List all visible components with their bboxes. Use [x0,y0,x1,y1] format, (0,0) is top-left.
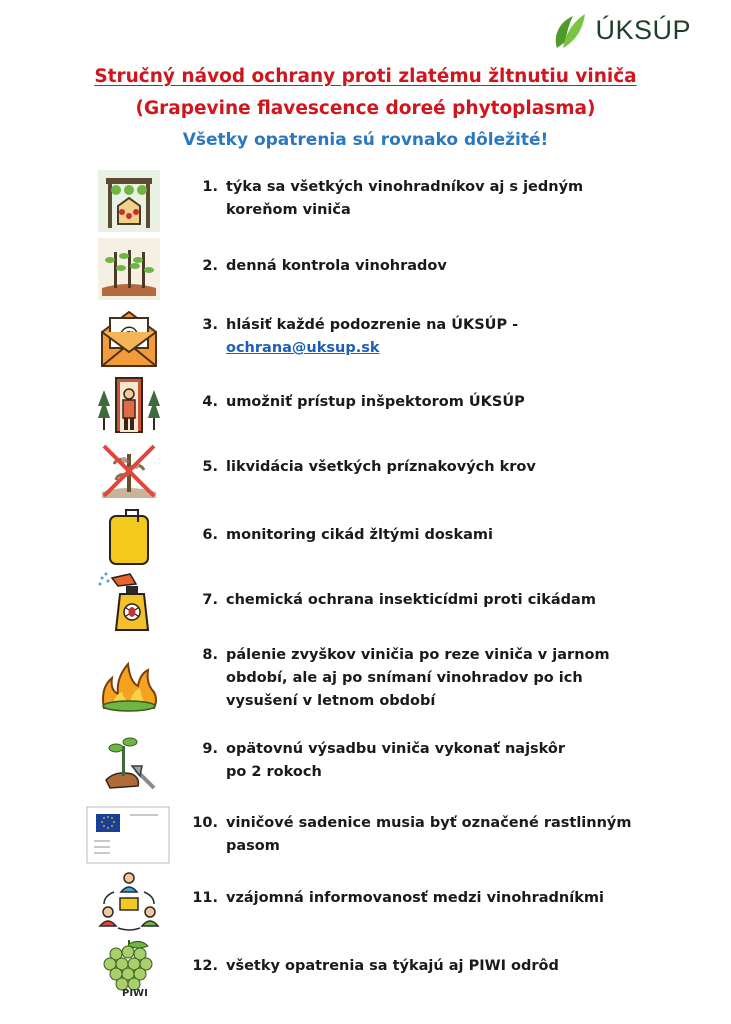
item-number: 6. [202,527,218,543]
item-number: 10. [192,815,218,831]
burning-bush-icon [96,648,162,714]
item-number: 7. [202,592,218,608]
item-text: pálenie zvyškov viničia po reze viniča v jarnom období, ale aj po snímaní vinohradov po ich vysušení v letnom období [226,647,610,709]
uksup-logo [549,8,691,52]
plant-passport-icon [86,806,170,864]
logo-text: ÚKSÚP [595,14,691,45]
email-link[interactable]: ochrana@uksup.sk [226,340,380,356]
item-number: 11. [192,890,218,906]
item-number: 3. [202,317,218,333]
item-text: týka sa všetkých vinohradníkov aj s jedným koreňom viniča [226,179,584,218]
item-number: 1. [202,179,218,195]
piwi-grapes-icon [96,936,162,1002]
item-text: hlásiť každé podozrenie na ÚKSÚP - ochrana@uksup.sk [226,314,646,360]
item-number: 2. [202,258,218,274]
item-text: chemická ochrana insekticídmi proti cikádam [226,592,596,608]
email-envelope-icon [96,306,162,372]
item-text: opätovnú výsadbu viniča vykonať najskôr po 2 rokoch [226,741,566,780]
vineyard-house-icon [96,168,162,234]
insecticide-spray-icon [96,570,162,636]
item-text: viničové sadenice musia byť označené rastlinným pasom [226,815,632,854]
item-text: vzájomná informovanosť medzi vinohradníkmi [226,890,604,906]
item-text: všetky opatrenia sa týkajú aj PIWI odrôd [226,958,559,974]
page-subtitle: Všetky opatrenia sú rovnako dôležité! [182,130,549,150]
yellow-trap-icon [96,506,162,572]
inspector-door-icon [96,372,162,438]
page-title: Stručný návod ochrany proti zlatému žltnutiu viniča [94,66,637,87]
item-text: monitoring cikád žltými doskami [226,527,493,543]
crossed-plant-icon [96,438,162,504]
item-number: 12. [192,958,218,974]
people-communication-icon [96,868,162,934]
piwi-label: PIWI [122,988,148,999]
vine-plants-icon [96,236,162,302]
item-text: denná kontrola vinohradov [226,258,447,274]
item-number: 4. [202,394,218,410]
leaf-logo-icon [549,8,589,52]
seedling-shovel-icon [96,730,162,796]
item-text: likvidácia všetkých príznakových krov [226,459,536,475]
item-number: 8. [202,647,218,663]
item-text: umožniť prístup inšpektorom ÚKSÚP [226,394,525,410]
item-number: 5. [202,459,218,475]
page-title-latin: (Grapevine flavescence doreé phytoplasma) [135,98,596,119]
item-number: 9. [202,741,218,757]
